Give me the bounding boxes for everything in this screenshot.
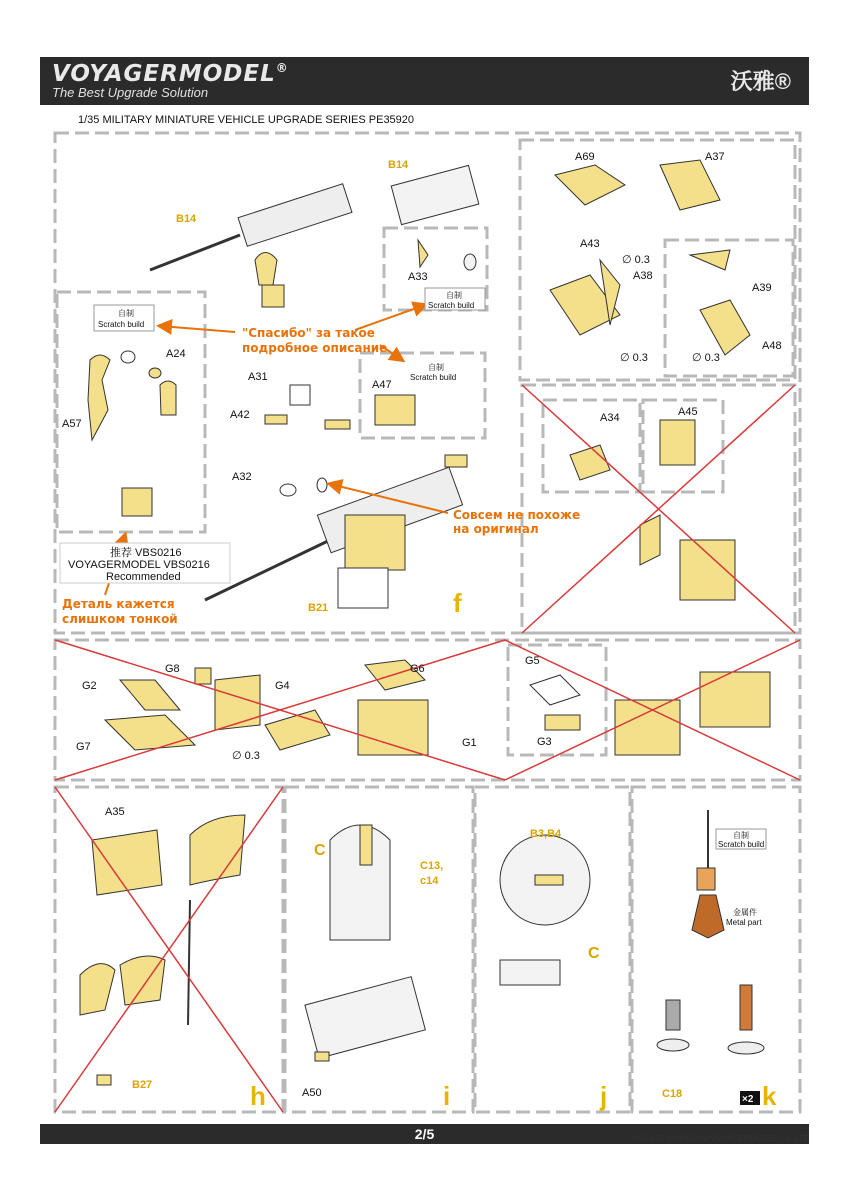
label-b21: B21	[308, 602, 329, 614]
label-c14: c14	[420, 875, 439, 887]
label-a57: A57	[62, 418, 82, 430]
label-a35: A35	[105, 806, 125, 818]
label-a50: A50	[302, 1087, 322, 1099]
metal-part-en: Metal part	[726, 918, 762, 927]
label-g7: G7	[76, 741, 91, 753]
annotation-thin-1: Деталь кажется	[62, 597, 175, 611]
copyright: Ⓒ2003-20 SHANGHAI VOYAGERMODEL Co.,LTD	[626, 1134, 809, 1143]
diameter-d: ∅ 0.3	[232, 750, 260, 762]
section-h: h	[250, 1081, 266, 1111]
label-g4: G4	[275, 680, 290, 692]
section-j: j	[600, 1081, 608, 1111]
label-g8: G8	[165, 663, 180, 675]
annotation-thanks-1: "Спасибо" за такое	[242, 326, 375, 340]
label-c-j: C	[588, 945, 600, 962]
cjk-logo: 沃雅®	[730, 69, 791, 94]
recommended-en: Recommended	[106, 571, 181, 583]
label-c18: C18	[662, 1088, 683, 1100]
ammo-can-parts	[105, 660, 770, 755]
hatch-parts	[305, 825, 590, 1061]
label-x2: ×2	[742, 1094, 754, 1105]
label-a24: A24	[166, 348, 186, 360]
label-a48: A48	[762, 340, 782, 352]
ammo-box-parts	[570, 420, 735, 600]
label-a42: A42	[230, 409, 250, 421]
brand-tagline: The Best Upgrade Solution	[52, 85, 209, 100]
label-a45: A45	[678, 406, 698, 418]
annotation-thanks-2: подробное описание	[242, 341, 388, 355]
scratch-build-cn-3: 自制	[428, 363, 444, 372]
label-c13: C13,	[420, 860, 444, 872]
recommended-brand: VOYAGERMODEL VBS0216	[68, 559, 210, 571]
series-title: 1/35 MILITARY MINIATURE VEHICLE UPGRADE SERIES PE35920	[78, 114, 415, 126]
label-a31: A31	[248, 371, 268, 383]
label-g6: G6	[410, 663, 425, 675]
scratch-build-en-2: Scratch build	[428, 301, 475, 310]
flag-parts	[80, 815, 245, 1085]
annotation-unlike-2: на оригинал	[453, 522, 539, 536]
label-a47: A47	[372, 379, 392, 391]
diameter-a: ∅ 0.3	[622, 254, 650, 266]
annotation-unlike-1: Совсем не похоже	[453, 508, 581, 522]
label-a38: A38	[633, 270, 653, 282]
diameter-b: ∅ 0.3	[620, 352, 648, 364]
diameter-c: ∅ 0.3	[692, 352, 720, 364]
machine-gun-main	[205, 467, 463, 608]
annotation-thin-2: слишком тонкой	[62, 612, 178, 626]
metal-part-cn: 金属件	[733, 908, 757, 917]
label-b14-inset: B14	[388, 159, 409, 171]
page-number: 2/5	[414, 1126, 435, 1142]
b14-receiver-inset	[391, 165, 479, 270]
recommended-cn: 推荐 VBS0216	[110, 547, 182, 559]
section-k: k	[762, 1081, 777, 1111]
machine-gun-top	[150, 184, 352, 307]
scratch-build-cn-2: 自制	[446, 291, 462, 300]
label-a32: A32	[232, 471, 252, 483]
label-a33: A33	[408, 271, 428, 283]
scratch-build-en-3: Scratch build	[410, 373, 457, 382]
label-a37: A37	[705, 151, 725, 163]
section-i: i	[443, 1081, 451, 1111]
label-a34: A34	[600, 412, 620, 424]
label-b14: B14	[176, 213, 197, 225]
scratch-build-cn-4: 自制	[733, 831, 749, 840]
top-right-parts	[550, 160, 750, 355]
label-g5: G5	[525, 655, 540, 667]
scratch-build-cn-1: 自制	[118, 309, 134, 318]
label-g1: G1	[462, 737, 477, 749]
label-g2: G2	[82, 680, 97, 692]
label-a39: A39	[752, 282, 772, 294]
label-a69: A69	[575, 151, 595, 163]
scratch-build-en-1: Scratch build	[98, 320, 145, 329]
label-a43: A43	[580, 238, 600, 250]
brand-name: VOYAGERMODEL	[52, 61, 276, 87]
section-f: f	[453, 588, 462, 618]
scratch-build-en-4: Scratch build	[718, 840, 765, 849]
label-b3-b4: B3,B4	[530, 828, 562, 840]
label-b27: B27	[132, 1079, 153, 1091]
label-c: C	[314, 842, 326, 859]
label-g3: G3	[537, 736, 552, 748]
registered-mark: ®	[275, 61, 289, 75]
